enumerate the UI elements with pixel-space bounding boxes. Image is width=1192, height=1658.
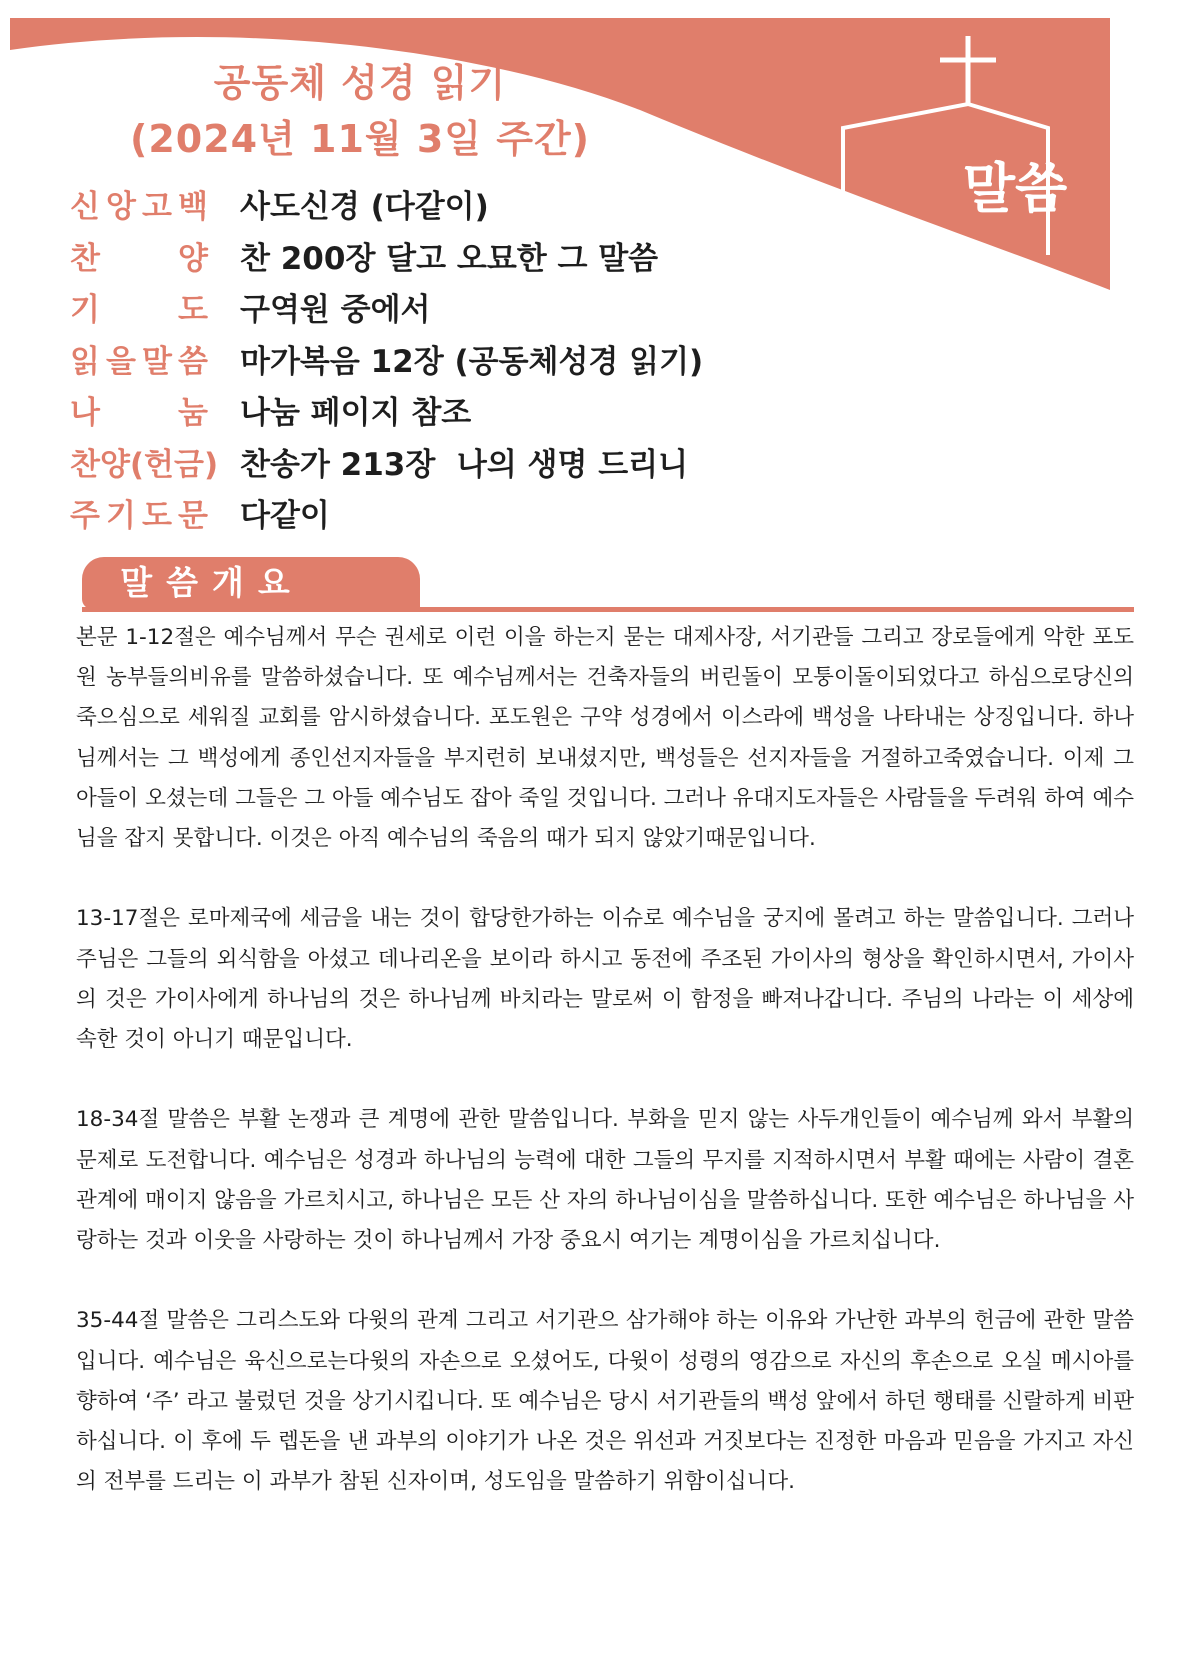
order-label-char: 기 bbox=[70, 292, 100, 329]
order-row bbox=[70, 281, 703, 333]
summary-paragraph: 본문 1-12절은 예수님께서 무슨 권세로 이런 이을 하는지 묻는 대제사장, 서기관들 그리고 장로들에게 악한 포도원 농부들의비유를 말씀하셨습니다. 또 예수님께서는 건축자들의 버린돌이 모퉁이돌이되었다고 하심으로당신의 죽으심으로 세워질 교회를 암시하셨습니다. 포도원은 구약 성경에서 이스라에 백성을 나타내는 상징입니다. 하나님께서는 그 백성에게 종인선지자들을 부지런히 보내셨지만, 백성들은 선지자들을 거절하고죽였습니다. 이제 그 아들이 오셨는데 그들은 그 아들 예수님도 잡아 죽일 것입니다. 그러나 유대지도자들은 사람들을 두려워 하여 예수님을 잡지 못합니다. 이것은 아직 예수님의 죽음의 때가 되지 않았기때문입니다. bbox=[76, 625, 1134, 852]
section-badge: 말씀 bbox=[962, 157, 1068, 220]
section-divider bbox=[82, 607, 1134, 612]
order-label bbox=[70, 233, 208, 278]
order-value: 나눔 페이지 참조 bbox=[240, 395, 472, 432]
order-value: 마가복음 12장 (공동체성경 읽기) bbox=[240, 343, 704, 380]
order-row bbox=[70, 487, 703, 539]
order-label bbox=[70, 336, 208, 381]
page-title-line-1: 공동체 성경 읽기 bbox=[213, 61, 507, 105]
order-label bbox=[70, 439, 219, 484]
order-label bbox=[70, 490, 208, 535]
worship-order-list bbox=[70, 178, 703, 539]
order-row bbox=[70, 384, 703, 436]
order-row bbox=[70, 178, 703, 230]
order-row bbox=[70, 436, 703, 488]
order-label-char: 백 bbox=[178, 189, 208, 226]
order-label-char: 고 bbox=[142, 189, 172, 226]
section-title: 말씀개요 bbox=[120, 563, 304, 602]
order-label-char: 문 bbox=[178, 498, 208, 535]
order-label-char: 읽 bbox=[70, 343, 100, 380]
order-label-char: 눔 bbox=[178, 395, 208, 432]
summary-body bbox=[76, 618, 1134, 1502]
order-row bbox=[70, 230, 703, 282]
order-label-char: 신 bbox=[70, 189, 100, 226]
order-label-char: 앙 bbox=[106, 189, 136, 226]
order-label-char: 기 bbox=[106, 498, 136, 535]
order-label-char: 찬양(헌금) bbox=[70, 446, 219, 483]
order-label-char: 찬 bbox=[70, 240, 100, 277]
section-tab bbox=[82, 557, 420, 609]
order-label-char: 도 bbox=[178, 292, 208, 329]
order-label bbox=[70, 181, 208, 226]
summary-paragraph: 18-34절 말씀은 부활 논쟁과 큰 계명에 관한 말씀입니다. 부화을 믿지 않는 사두개인들이 예수님께 와서 부활의 문제로 도전합니다. 예수님은 성경과 하나님의 능력에 대한 그들의 무지를 지적하시면서 부활 때에는 사람이 결혼관계에 매이지 않음을 가르치시고, 하나님은 모든 산 자의 하나님이심을 말씀하십니다. 또한 예수님은 하나님을 사랑하는 것과 이웃을 사랑하는 것이 하나님께서 가장 중요시 여기는 계명이심을 가르치십니다. bbox=[76, 1107, 1134, 1254]
order-label-char: 씀 bbox=[178, 343, 208, 380]
order-label bbox=[70, 284, 208, 329]
order-label-char: 나 bbox=[70, 395, 100, 432]
order-label-char: 도 bbox=[142, 498, 172, 535]
summary-paragraph: 13-17절은 로마제국에 세금을 내는 것이 합당한가하는 이슈로 예수님을 궁지에 몰려고 하는 말씀입니다. 그러나 주님은 그들의 외식함을 아셨고 데나리온을 보이라 하시고 동전에 주조된 가이사의 형상을 확인하시면서, 가이사의 것은 가이사에게 하나님의 것은 하나님께 바치라는 말로써 이 함정을 빠져나갑니다. 주님의 나라는 이 세상에 속한 것이 아니기 때문입니다. bbox=[76, 906, 1134, 1053]
order-value: 사도신경 (다같이) bbox=[240, 189, 489, 226]
order-value: 다같이 bbox=[240, 498, 330, 535]
order-value: 구역원 중에서 bbox=[240, 292, 431, 329]
order-value: 찬송가 213장 나의 생명 드리니 bbox=[240, 446, 689, 483]
page-title-line-2: (2024년 11월 3일 주간) bbox=[129, 117, 591, 161]
order-label-char: 주 bbox=[70, 498, 100, 535]
order-row bbox=[70, 333, 703, 385]
summary-paragraph: 35-44절 말씀은 그리스도와 다윗의 관계 그리고 서기관으 삼가해야 하는 이유와 가난한 과부의 헌금에 관한 말씀입니다. 예수님은 육신으로는다윗의 자손으로 오셨어도, 다윗이 성령의 영감으로 자신의 후손으로 오실 메시아를 향하여 ‘주’ 라고 불렀던 것을 상기시킵니다. 또 예수님은 당시 서기관들의 백성 앞에서 하던 행태를 신랄하게 비판하십니다. 이 후에 두 렙돈을 낸 과부의 이야기가 나온 것은 위선과 거짓보다는 진정한 마음과 믿음을 가지고 자신의 전부를 드리는 이 과부가 참된 신자이며, 성도임을 말씀하기 위함이십니다. bbox=[76, 1308, 1134, 1495]
order-label-char: 말 bbox=[142, 343, 172, 380]
order-value: 찬 200장 달고 오묘한 그 말씀 bbox=[240, 240, 659, 277]
order-label-char: 을 bbox=[106, 343, 136, 380]
order-label bbox=[70, 387, 208, 432]
order-label-char: 양 bbox=[178, 240, 208, 277]
